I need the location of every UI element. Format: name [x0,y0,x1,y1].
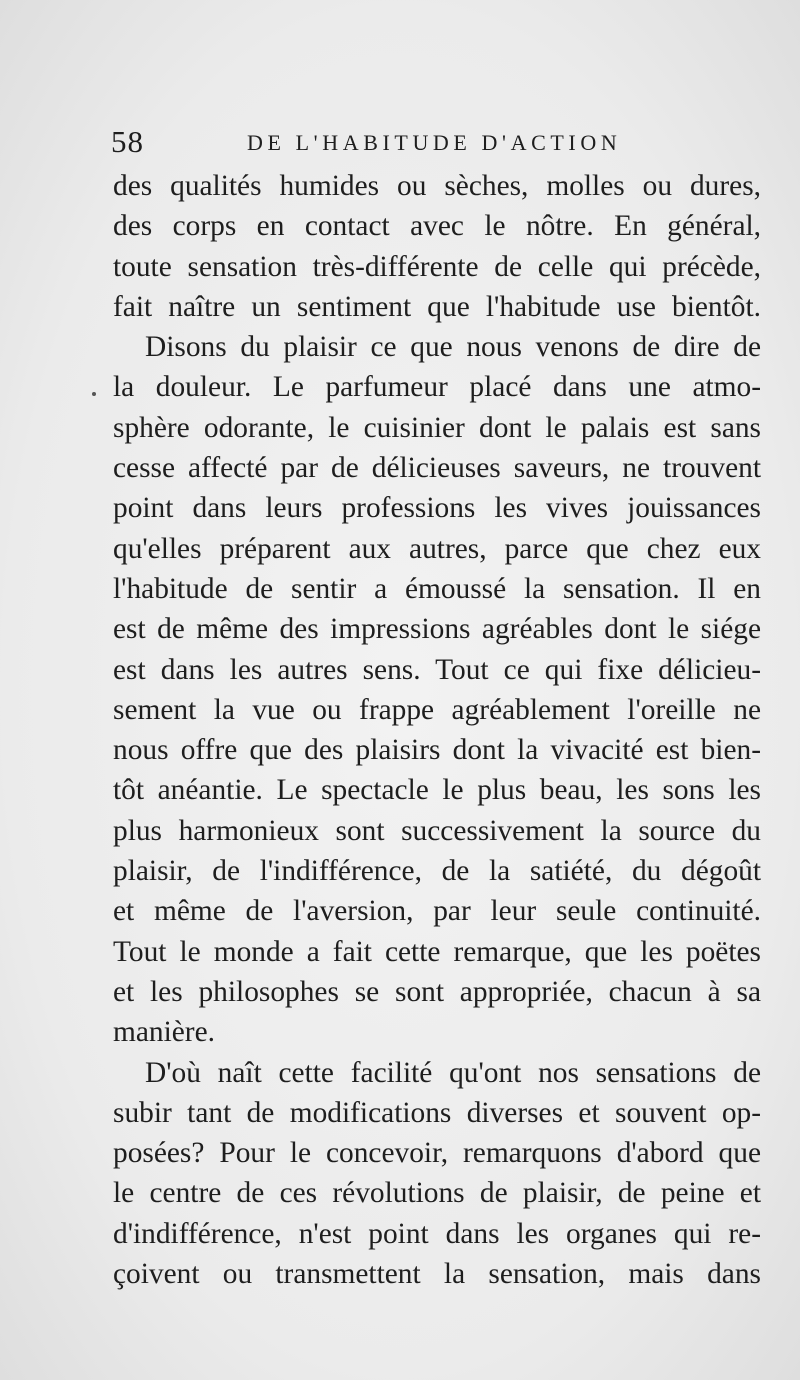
page-header [111,122,759,162]
text-line: Disons du plaisir ce que nous venons de dire de [145,331,761,364]
text-line: çoivent ou transmettent la sensation, mais dans [113,1258,761,1291]
text-line: plus harmonieux sont successivement la source du [113,814,761,847]
text-line: l'habitude de sentir a émoussé la sensation. Il en [113,572,761,605]
text-line: des corps en contact avec le nôtre. En général, [113,210,761,243]
text-line: le centre de ces révolutions de plaisir, de peine et [113,1177,761,1210]
text-line: posées? Pour le concevoir, remarquons d'abord que [113,1137,761,1170]
text-line: subir tant de modifications diverses et souvent op- [113,1096,761,1129]
text-line: D'où naît cette facilité qu'ont nos sensations de [145,1056,761,1089]
text-line: toute sensation très-différente de celle qui précède, [113,250,761,283]
text-line: manière. [113,1016,215,1049]
running-title: DE L'HABITUDE D'ACTION [247,130,622,155]
text-line: point dans leurs professions les vives jouissances [113,492,761,525]
text-line: plaisir, de l'indifférence, de la satiété, du dégoût [113,855,761,888]
ink-speck [92,392,96,396]
text-line: des qualités humides ou sèches, molles ou dures, [113,170,761,202]
text-line: est de même des impressions agréables dont le siége [113,613,761,646]
text-line: la douleur. Le parfumeur placé dans une atmo- [113,371,761,404]
body-text [113,166,761,1294]
text-line: est dans les autres sens. Tout ce qui fixe délicieu- [113,653,761,686]
text-line: sement la vue ou frappe agréablement l'oreille ne [113,693,761,726]
text-line: et les philosophes se sont appropriée, chacun à sa [113,975,761,1008]
text-line: cesse affecté par de délicieuses saveurs, ne trouvent [113,452,761,485]
text-line: nous offre que des plaisirs dont la vivacité est bien- [113,734,761,767]
text-line: d'indifférence, n'est point dans les organes qui re- [113,1217,761,1250]
text-line: et même de l'aversion, par leur seule continuité. [113,895,761,928]
text-line: qu'elles préparent aux autres, parce que chez eux [113,532,761,565]
text-line: tôt anéantie. Le spectacle le plus beau, les sons les [113,774,761,807]
text-line: Tout le monde a fait cette remarque, que les poëtes [113,935,761,968]
text-line: sphère odorante, le cuisinier dont le palais est sans [113,411,761,444]
page-number: 58 [111,124,144,159]
text-line: fait naître un sentiment que l'habitude use bientôt. [113,290,761,323]
